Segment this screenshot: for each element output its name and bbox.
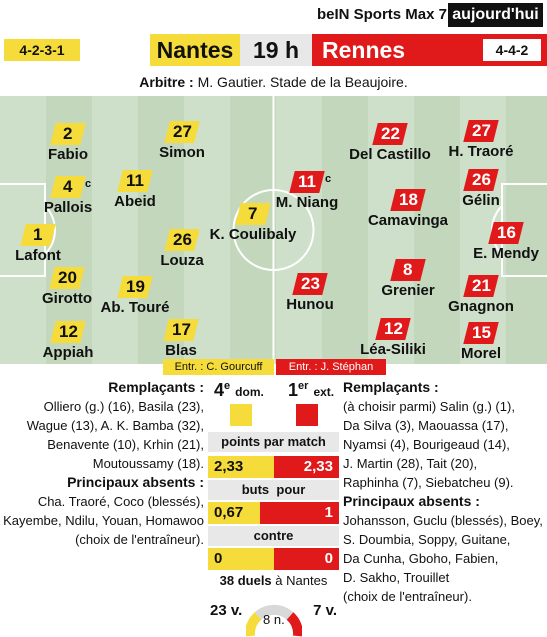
shirt-number: 27 [463, 120, 498, 142]
draws: 8 n. [263, 612, 285, 627]
player-name: Lafont [15, 247, 61, 264]
home-absent-title: Principaux absents : [67, 474, 204, 490]
referee-line [0, 70, 547, 94]
away-player [421, 275, 541, 316]
ppm-label: points par match [208, 432, 339, 452]
home-subs-line: Moutoussamy (18). [92, 456, 204, 471]
shirt-number: 2 [50, 123, 85, 145]
home-rank: 4e dom. [214, 380, 264, 400]
away-subs-title: Remplaçants : [343, 379, 439, 395]
home-rank-bar [230, 404, 252, 426]
home-player [122, 121, 242, 162]
away-ppm: 2,33 [274, 456, 339, 478]
player-name: Léa-Siliki [360, 341, 426, 358]
shirt-number: 12 [50, 321, 85, 343]
away-absent-line: D. Sakho, Trouillet [343, 570, 450, 585]
referee-label: Arbitre : [139, 74, 194, 90]
shirt-number: 7 [235, 203, 270, 225]
broadcaster-label: beIN Sports Max 7 [316, 6, 447, 23]
player-name: E. Mendy [473, 245, 539, 262]
home-goals-against: 0 [208, 548, 274, 570]
shirt-number: 27 [164, 121, 199, 143]
player-name: Blas [165, 342, 197, 359]
player-name: Abeid [114, 193, 156, 210]
away-absent-title: Principaux absents : [343, 493, 480, 509]
match-header [0, 34, 547, 66]
away-absent-line: (choix de l'entraîneur). [343, 589, 472, 604]
away-wins: 7 v. [313, 602, 337, 619]
away-subs-line: Nyamsi (4), Bourigeaud (14), [343, 437, 510, 452]
home-player [75, 276, 195, 317]
player-name: K. Coulibaly [209, 226, 297, 243]
home-absent-line: Kayembe, Ndilu, Youan, Homawoo [3, 513, 204, 528]
away-team-name [312, 34, 547, 66]
shirt-number: 22 [372, 123, 407, 145]
home-team-name: Nantes [150, 34, 240, 66]
shirt-number: 1 [20, 224, 55, 246]
player-name: Simon [159, 144, 205, 161]
home-player [0, 224, 98, 265]
away-player [421, 120, 541, 161]
home-player [8, 123, 128, 164]
player-name: Camavinga [367, 212, 449, 229]
shirt-number: 16 [488, 222, 523, 244]
shirt-number: 21 [463, 275, 498, 297]
away-rank-bar [296, 404, 318, 426]
away-team-label: Rennes [322, 37, 406, 63]
away-rank: 1er ext. [288, 380, 335, 400]
home-absent-line: Cha. Traoré, Coco (blessés), [37, 494, 204, 509]
player-name: Girotto [42, 290, 92, 307]
player-name: Gnagnon [448, 298, 514, 315]
home-ppm: 2,33 [208, 456, 274, 478]
player-name: Ab. Touré [100, 299, 170, 316]
player-name: M. Niang [275, 194, 339, 211]
shirt-number: 15 [463, 322, 498, 344]
top-bar [0, 0, 547, 30]
shirt-number: 11 [289, 171, 324, 193]
away-player [421, 169, 541, 210]
shirt-number: 12 [375, 318, 410, 340]
captain-badge: c [85, 178, 92, 190]
home-absent-line: (choix de l'entraîneur). [75, 532, 204, 547]
captain-badge: c [325, 173, 332, 185]
away-absent-line: S. Doumbia, Soppy, Guitane, [343, 532, 511, 547]
shirt-number: 11 [117, 170, 152, 192]
referee-text: M. Gautier. Stade de la Beaujoire. [197, 74, 408, 90]
player-name: Appiah [42, 344, 94, 361]
away-player [421, 322, 541, 363]
shirt-number: 4 [50, 176, 85, 198]
player-name: H. Traoré [448, 143, 514, 160]
away-goals-for: 1 [260, 502, 339, 524]
home-subs-line: Benavente (10), Krhin (21), [47, 437, 204, 452]
shirt-number: 23 [292, 273, 327, 295]
away-absent-line: Da Cunha, Gboho, Fabien, [343, 551, 499, 566]
player-name: Pallois [43, 199, 93, 216]
away-subs-line: Raphinha (7), Siebatcheu (9). [343, 475, 514, 490]
day-badge: aujourd'hui [448, 3, 543, 27]
shirt-number: 26 [164, 229, 199, 251]
player-name: Morel [460, 345, 501, 362]
home-player [121, 319, 241, 360]
away-formation: 4-4-2 [483, 39, 541, 61]
away-coach: Entr. : J. Stéphan [276, 359, 386, 375]
home-subs-title: Remplaçants : [108, 379, 204, 395]
home-formation: 4-2-3-1 [4, 39, 80, 61]
player-name: Hunou [286, 296, 334, 313]
match-stats [208, 378, 339, 637]
duels-summary: 38 duels à Nantes [219, 573, 328, 588]
goals-against-label: contre [208, 526, 339, 546]
shirt-number: 17 [163, 319, 198, 341]
away-subs-line: J. Martin (28), Tait (20), [343, 456, 478, 471]
shirt-number: 20 [49, 267, 84, 289]
away-goals-against: 0 [274, 548, 339, 570]
kickoff-time: 19 h [240, 34, 312, 66]
shirt-number: 26 [463, 169, 498, 191]
home-player [8, 321, 128, 362]
home-player [122, 229, 242, 270]
away-subs-line: Da Silva (3), Maouassa (17), [343, 418, 509, 433]
shirt-number: 8 [390, 259, 425, 281]
away-player [446, 222, 547, 263]
pitch [0, 96, 547, 364]
home-subs-line: Olliero (g.) (16), Basila (23), [43, 399, 204, 414]
home-player [75, 170, 195, 211]
player-name: Louza [160, 252, 204, 269]
player-name: Del Castillo [349, 146, 431, 163]
home-coach: Entr. : C. Gourcuff [163, 359, 274, 375]
player-name: Gélin [462, 192, 500, 209]
home-squad-info [0, 378, 204, 549]
away-absent-line: Johansson, Guclu (blessés), Boey, [343, 513, 543, 528]
player-name: Grenier [381, 282, 435, 299]
shirt-number: 19 [117, 276, 152, 298]
away-subs-line: (à choisir parmi) Salin (g.) (1), [343, 399, 515, 414]
goals-for-label: buts pour [208, 480, 339, 500]
home-goals-for: 0,67 [208, 502, 260, 524]
shirt-number: 18 [390, 189, 425, 211]
away-squad-info [343, 378, 547, 606]
home-subs-line: Wague (13), A. K. Bamba (32), [26, 418, 204, 433]
home-wins: 23 v. [210, 602, 243, 619]
player-name: Fabio [48, 146, 88, 163]
